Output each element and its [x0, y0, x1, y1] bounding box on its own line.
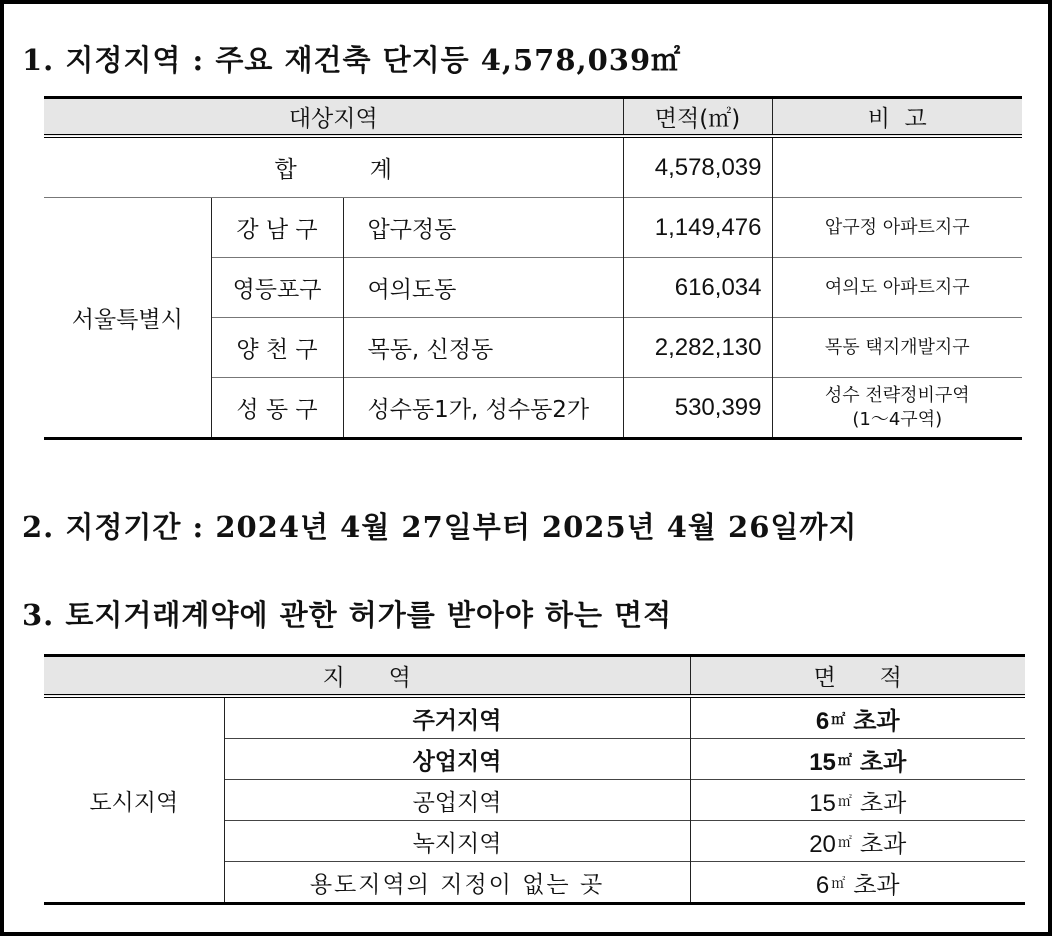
dong-cell: 여의도동: [343, 258, 623, 318]
area-cell: 2,282,130: [623, 318, 772, 378]
designated-area-table: [44, 96, 1022, 440]
total-label: 합 계: [274, 157, 393, 183]
table-header-row: [44, 656, 1025, 697]
note-line-1: 성수 전략정비구역: [824, 384, 970, 406]
area-cell: 616,034: [623, 258, 772, 318]
section-1-title: 1. 지정지역 : 주요 재건축 단지등 4,578,039㎡: [22, 43, 682, 77]
header-region: 대상지역: [44, 98, 623, 137]
dong-cell: 목동, 신정동: [343, 318, 623, 378]
gu-cell: 강 남 구: [211, 198, 343, 258]
header-zone: 지 역: [44, 656, 690, 697]
city-cell: 서울특별시: [44, 198, 211, 439]
zone-cell: 녹지지역: [224, 821, 690, 862]
zone-cell: 주거지역: [224, 696, 690, 739]
dong-cell: 압구정동: [343, 198, 623, 258]
note-cell: 여의도 아파트지구: [772, 258, 1022, 318]
header-area: 면 적: [690, 656, 1025, 697]
category-cell: 도시지역: [89, 789, 179, 816]
table-header-row: [44, 98, 1022, 137]
note-line-2: (1～4구역): [852, 408, 943, 430]
area-cell: 6 ㎡ 초과: [690, 862, 1025, 904]
area-cell: 6 ㎡ 초과: [690, 696, 1025, 739]
area-cell: 20 ㎡ 초과: [690, 821, 1025, 862]
gu-cell: 성 동 구: [211, 378, 343, 439]
note-cell: 압구정 아파트지구: [772, 198, 1022, 258]
zone-cell: 공업지역: [224, 780, 690, 821]
dong-cell: 성수동1가, 성수동2가: [343, 378, 623, 439]
total-area: 4,578,039: [623, 136, 772, 198]
note-cell: 목동 택지개발지구: [772, 318, 1022, 378]
permit-area-table: [44, 654, 1025, 905]
area-cell: 530,399: [623, 378, 772, 439]
header-note: 비 고: [772, 98, 1022, 137]
area-cell: 15 ㎡ 초과: [690, 780, 1025, 821]
zone-cell: 상업지역: [224, 739, 690, 780]
gu-cell: 양 천 구: [211, 318, 343, 378]
section-2-title: 2. 지정기간 : 2024년 4월 27일부터 2025년 4월 26일까지: [22, 510, 858, 544]
table-row: [44, 198, 1022, 258]
zone-cell: 용도지역의 지정이 없는 곳: [224, 862, 690, 904]
note-cell: [772, 378, 1022, 439]
area-cell: 15 ㎡ 초과: [690, 739, 1025, 780]
table-row: [44, 696, 1025, 739]
area-cell: 1,149,476: [623, 198, 772, 258]
header-area: 면적(㎡): [623, 98, 772, 137]
total-row: [44, 136, 1022, 198]
gu-cell: 영등포구: [211, 258, 343, 318]
section-3-title: 3. 토지거래계약에 관한 허가를 받아야 하는 면적: [22, 598, 673, 632]
total-note: [772, 136, 1022, 198]
